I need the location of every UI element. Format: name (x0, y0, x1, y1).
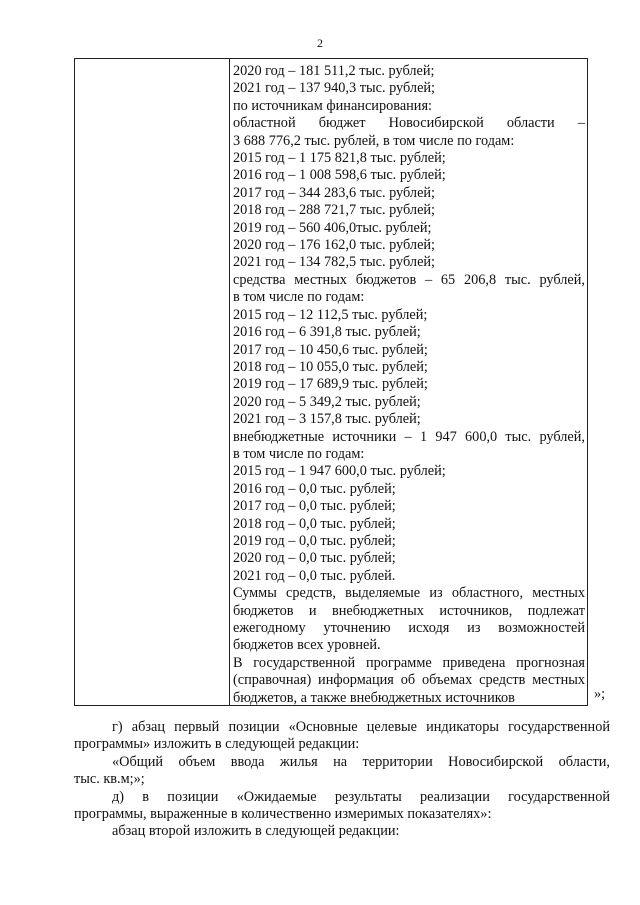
table-line: 2021 год – 134 782,5 тыс. рублей; (233, 254, 436, 271)
paragraph-g-line-1: г) абзац первый позиции «Основные целевые индикаторы государственной (112, 719, 610, 735)
table-line: 2021 год – 0,0 тыс. рублей. (233, 567, 396, 584)
paragraph-d-line-1: д) в позиции «Ожидаемые результаты реализации государственной (112, 788, 610, 805)
amendment-text (74, 719, 610, 841)
table-line: по источникам финансирования: (233, 97, 433, 114)
paragraph-last: абзац второй изложить в следующей редакции: (112, 823, 400, 840)
table-line: 2019 год – 560 406,0тыс. рублей; (233, 219, 432, 236)
table-line: 2015 год – 1 175 821,8 тыс. рублей; (233, 150, 446, 167)
table-line: в том числе по годам: (233, 445, 365, 462)
table-line: 2015 год – 1 947 600,0 тыс. рублей; (233, 463, 446, 480)
table-line: 2017 год – 344 283,6 тыс. рублей; (233, 184, 436, 201)
table-line: 2016 год – 1 008 598,6 тыс. рублей; (233, 167, 446, 184)
table-line: 2020 год – 0,0 тыс. рублей; (233, 550, 396, 567)
page-number: 2 (317, 36, 323, 50)
table-line: 2016 год – 0,0 тыс. рублей; (233, 480, 396, 497)
table-line: 2017 год – 10 450,6 тыс. рублей; (233, 341, 428, 358)
table-line: внебюджетные источники – 1 947 600,0 тыс. рублей, (233, 428, 585, 445)
table-line: Суммы средств, выделяемые из областного, местных бюджетов и внебюджетных источников, подлежат ежегодному уточнению исходя из возможностей бюджетов всех уровней. (233, 585, 585, 654)
closing-quote: »; (594, 686, 606, 702)
table-line: 2018 год – 10 055,0 тыс. рублей; (233, 358, 428, 375)
table-line: 2021 год – 3 157,8 тыс. рублей; (233, 411, 421, 428)
table-line: 2017 год – 0,0 тыс. рублей; (233, 498, 396, 515)
table-line: в том числе по годам: (233, 289, 365, 306)
table-line: областной бюджет Новосибирской области – (233, 115, 585, 132)
table-line: В государственной программе приведена прогнозная (справочная) информация об объемах средств местных бюджетов, а также внебюджетных источников (233, 654, 585, 706)
table-line: 2018 год – 288 721,7 тыс. рублей; (233, 202, 436, 219)
paragraph-quote-line-1: «Общий объем ввода жилья на территории Новосибирской области, (112, 753, 610, 770)
paragraph-g-line-2: программы» изложить в следующей редакции: (74, 736, 360, 753)
financing-table (74, 58, 588, 706)
table-line: 2019 год – 17 689,9 тыс. рублей; (233, 376, 428, 393)
paragraph-quote-line-2: тыс. кв.м;»; (74, 771, 145, 788)
table-line: 2021 год – 137 940,3 тыс. рублей; (233, 80, 436, 97)
table-line: 2016 год – 6 391,8 тыс. рублей; (233, 324, 421, 341)
table-line: 2018 год – 0,0 тыс. рублей; (233, 515, 396, 532)
table-line: 3 688 776,2 тыс. рублей, в том числе по годам: (233, 132, 515, 149)
paragraph-d-line-2: программы, выраженные в количественно измеримых показателях»: (74, 806, 492, 823)
table-line: 2019 год – 0,0 тыс. рублей; (233, 532, 396, 549)
financing-cell (233, 63, 585, 707)
table-line: средства местных бюджетов – 65 206,8 тыс. рублей, (233, 271, 585, 288)
table-line: 2020 год – 181 511,2 тыс. рублей; (233, 63, 435, 79)
table-line: 2020 год – 5 349,2 тыс. рублей; (233, 393, 421, 410)
table-line: 2015 год – 12 112,5 тыс. рублей; (233, 306, 428, 323)
table-column-divider (229, 59, 230, 705)
table-line: 2020 год – 176 162,0 тыс. рублей; (233, 237, 436, 254)
